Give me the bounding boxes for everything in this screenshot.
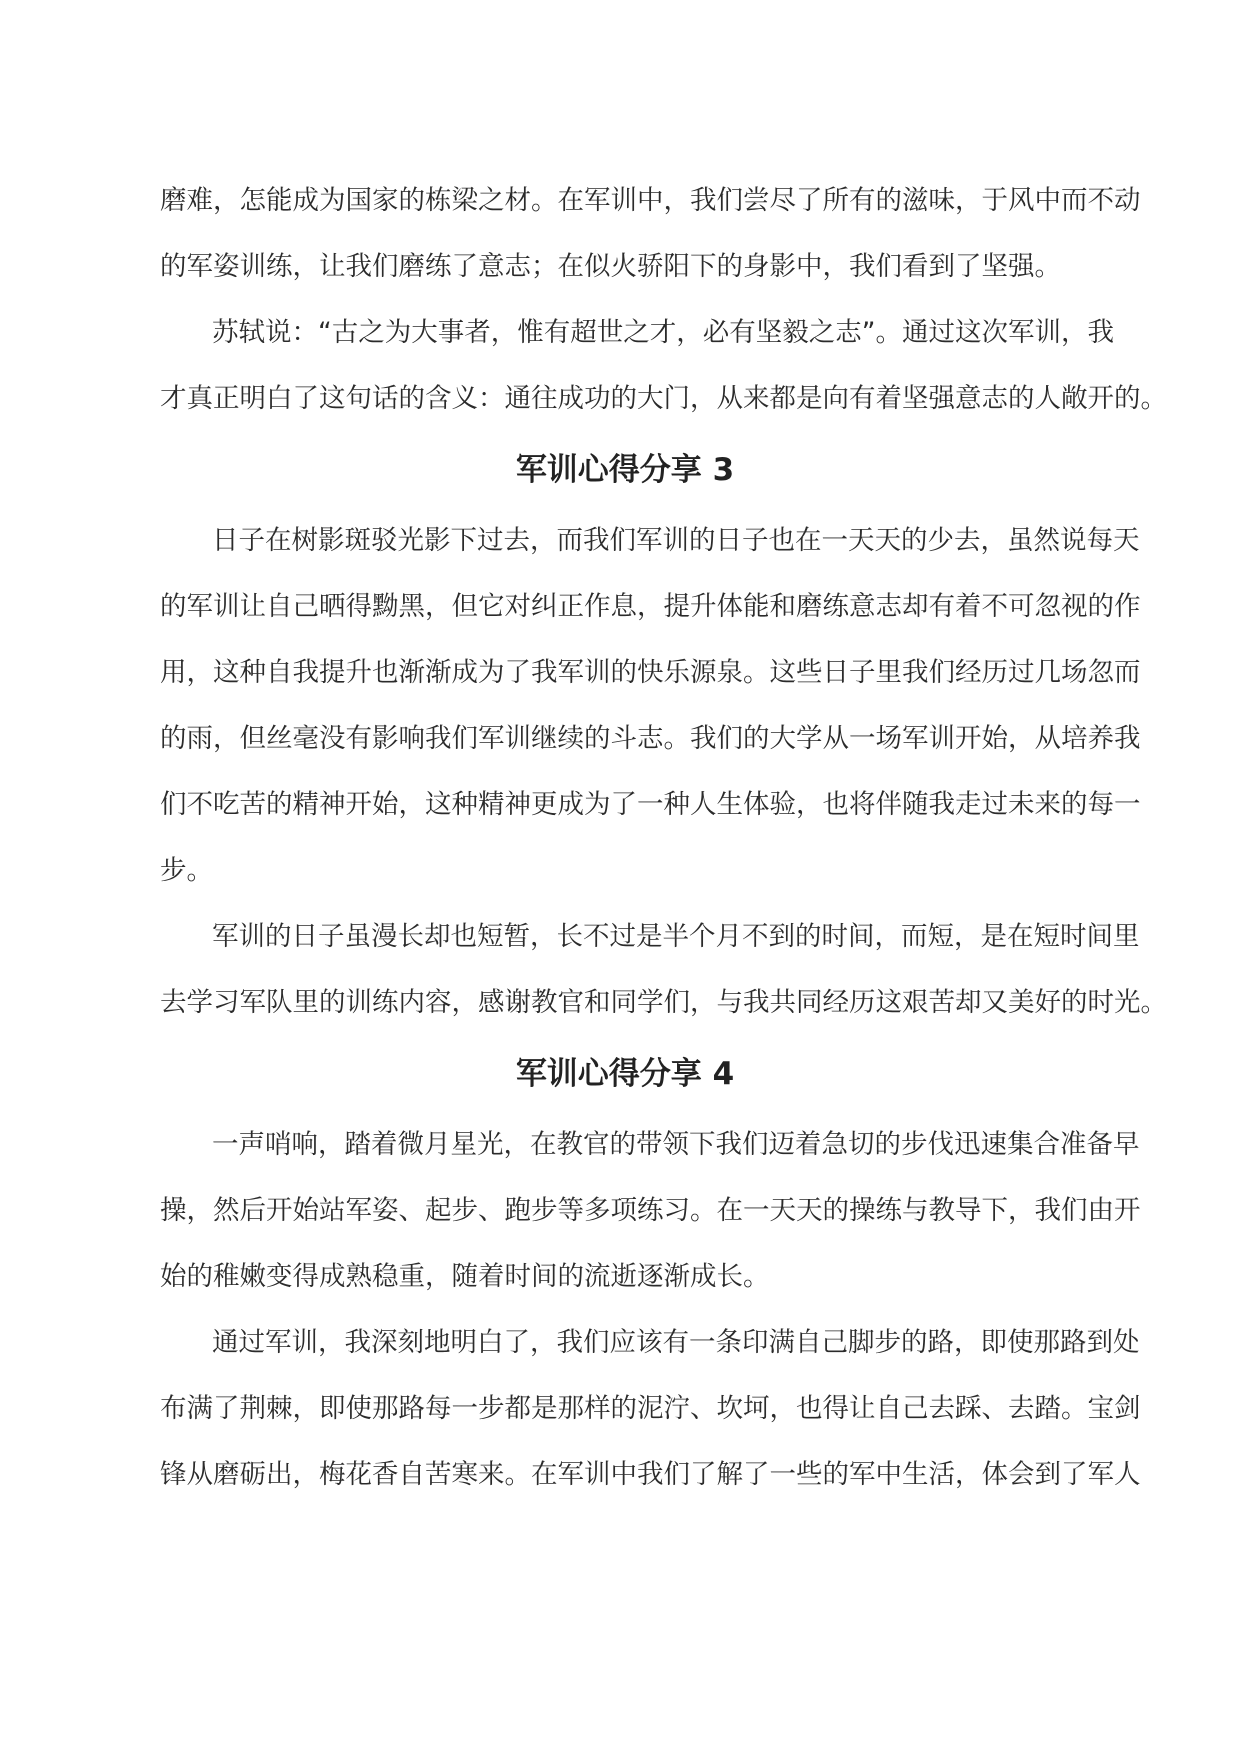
text-line: 步。 (160, 855, 213, 886)
paragraph-section4-2 (160, 1310, 1141, 1508)
text-line: 用，这种自我提升也渐渐成为了我军训的快乐源泉。这些日子里我们经历过几场忽而 (160, 657, 1141, 688)
text-line: 日子在树影斑驳光影下过去，而我们军训的日子也在一天天的少去，虽然说每天 (212, 525, 1140, 556)
section-heading-4: 军训心得分享 4 (515, 1056, 735, 1092)
paragraph-section3-2 (160, 904, 1167, 1036)
text-line: 通过军训，我深刻地明白了，我们应该有一条印满自己脚步的路，即使那路到处 (212, 1327, 1140, 1358)
document-page (160, 168, 1167, 1508)
text-line: 们不吃苦的精神开始，这种精神更成为了一种人生体验，也将伴随我走过未来的每一 (160, 789, 1141, 820)
text-line: 操，然后开始站军姿、起步、跑步等多项练习。在一天天的操练与教导下，我们由开 (160, 1195, 1141, 1226)
text-line: 去学习军队里的训练内容，感谢教官和同学们，与我共同经历这艰苦却又美好的时光。 (160, 987, 1167, 1018)
text-line: 的雨，但丝毫没有影响我们军训继续的斗志。我们的大学从一场军训开始，从培养我 (160, 723, 1141, 754)
text-line: 的军训让自己晒得黝黑，但它对纠正作息，提升体能和磨练意志却有着不可忽视的作 (160, 591, 1141, 622)
paragraph-section4-1 (160, 1112, 1141, 1310)
text-line: 的军姿训练，让我们磨练了意志；在似火骄阳下的身影中，我们看到了坚强。 (160, 251, 1061, 282)
text-line: 才真正明白了这句话的含义：通往成功的大门，从来都是向有着坚强意志的人敞开的。 (160, 383, 1167, 414)
text-line: 苏轼说：“古之为大事者，惟有超世之才，必有坚毅之志”。通过这次军训，我 (212, 317, 1114, 348)
text-line: 军训的日子虽漫长却也短暂，长不过是半个月不到的时间，而短，是在短时间里 (212, 921, 1140, 952)
text-line: 始的稚嫩变得成熟稳重，随着时间的流逝逐渐成长。 (160, 1261, 770, 1292)
section-heading-3: 军训心得分享 3 (515, 452, 735, 488)
text-line: 锋从磨砺出，梅花香自苦寒来。在军训中我们了解了一些的军中生活，体会到了军人 (160, 1459, 1141, 1490)
paragraph-su-shi-quote (160, 300, 1167, 432)
text-line: 一声哨响，踏着微月星光，在教官的带领下我们迈着急切的步伐迅速集合准备早 (212, 1129, 1140, 1160)
text-line: 磨难，怎能成为国家的栋梁之材。在军训中，我们尝尽了所有的滋味，于风中而不动 (160, 185, 1141, 216)
paragraph-intro-continued (160, 168, 1141, 300)
paragraph-section3-1 (160, 508, 1141, 904)
text-line: 布满了荆棘，即使那路每一步都是那样的泥泞、坎坷，也得让自己去踩、去踏。宝剑 (160, 1393, 1141, 1424)
